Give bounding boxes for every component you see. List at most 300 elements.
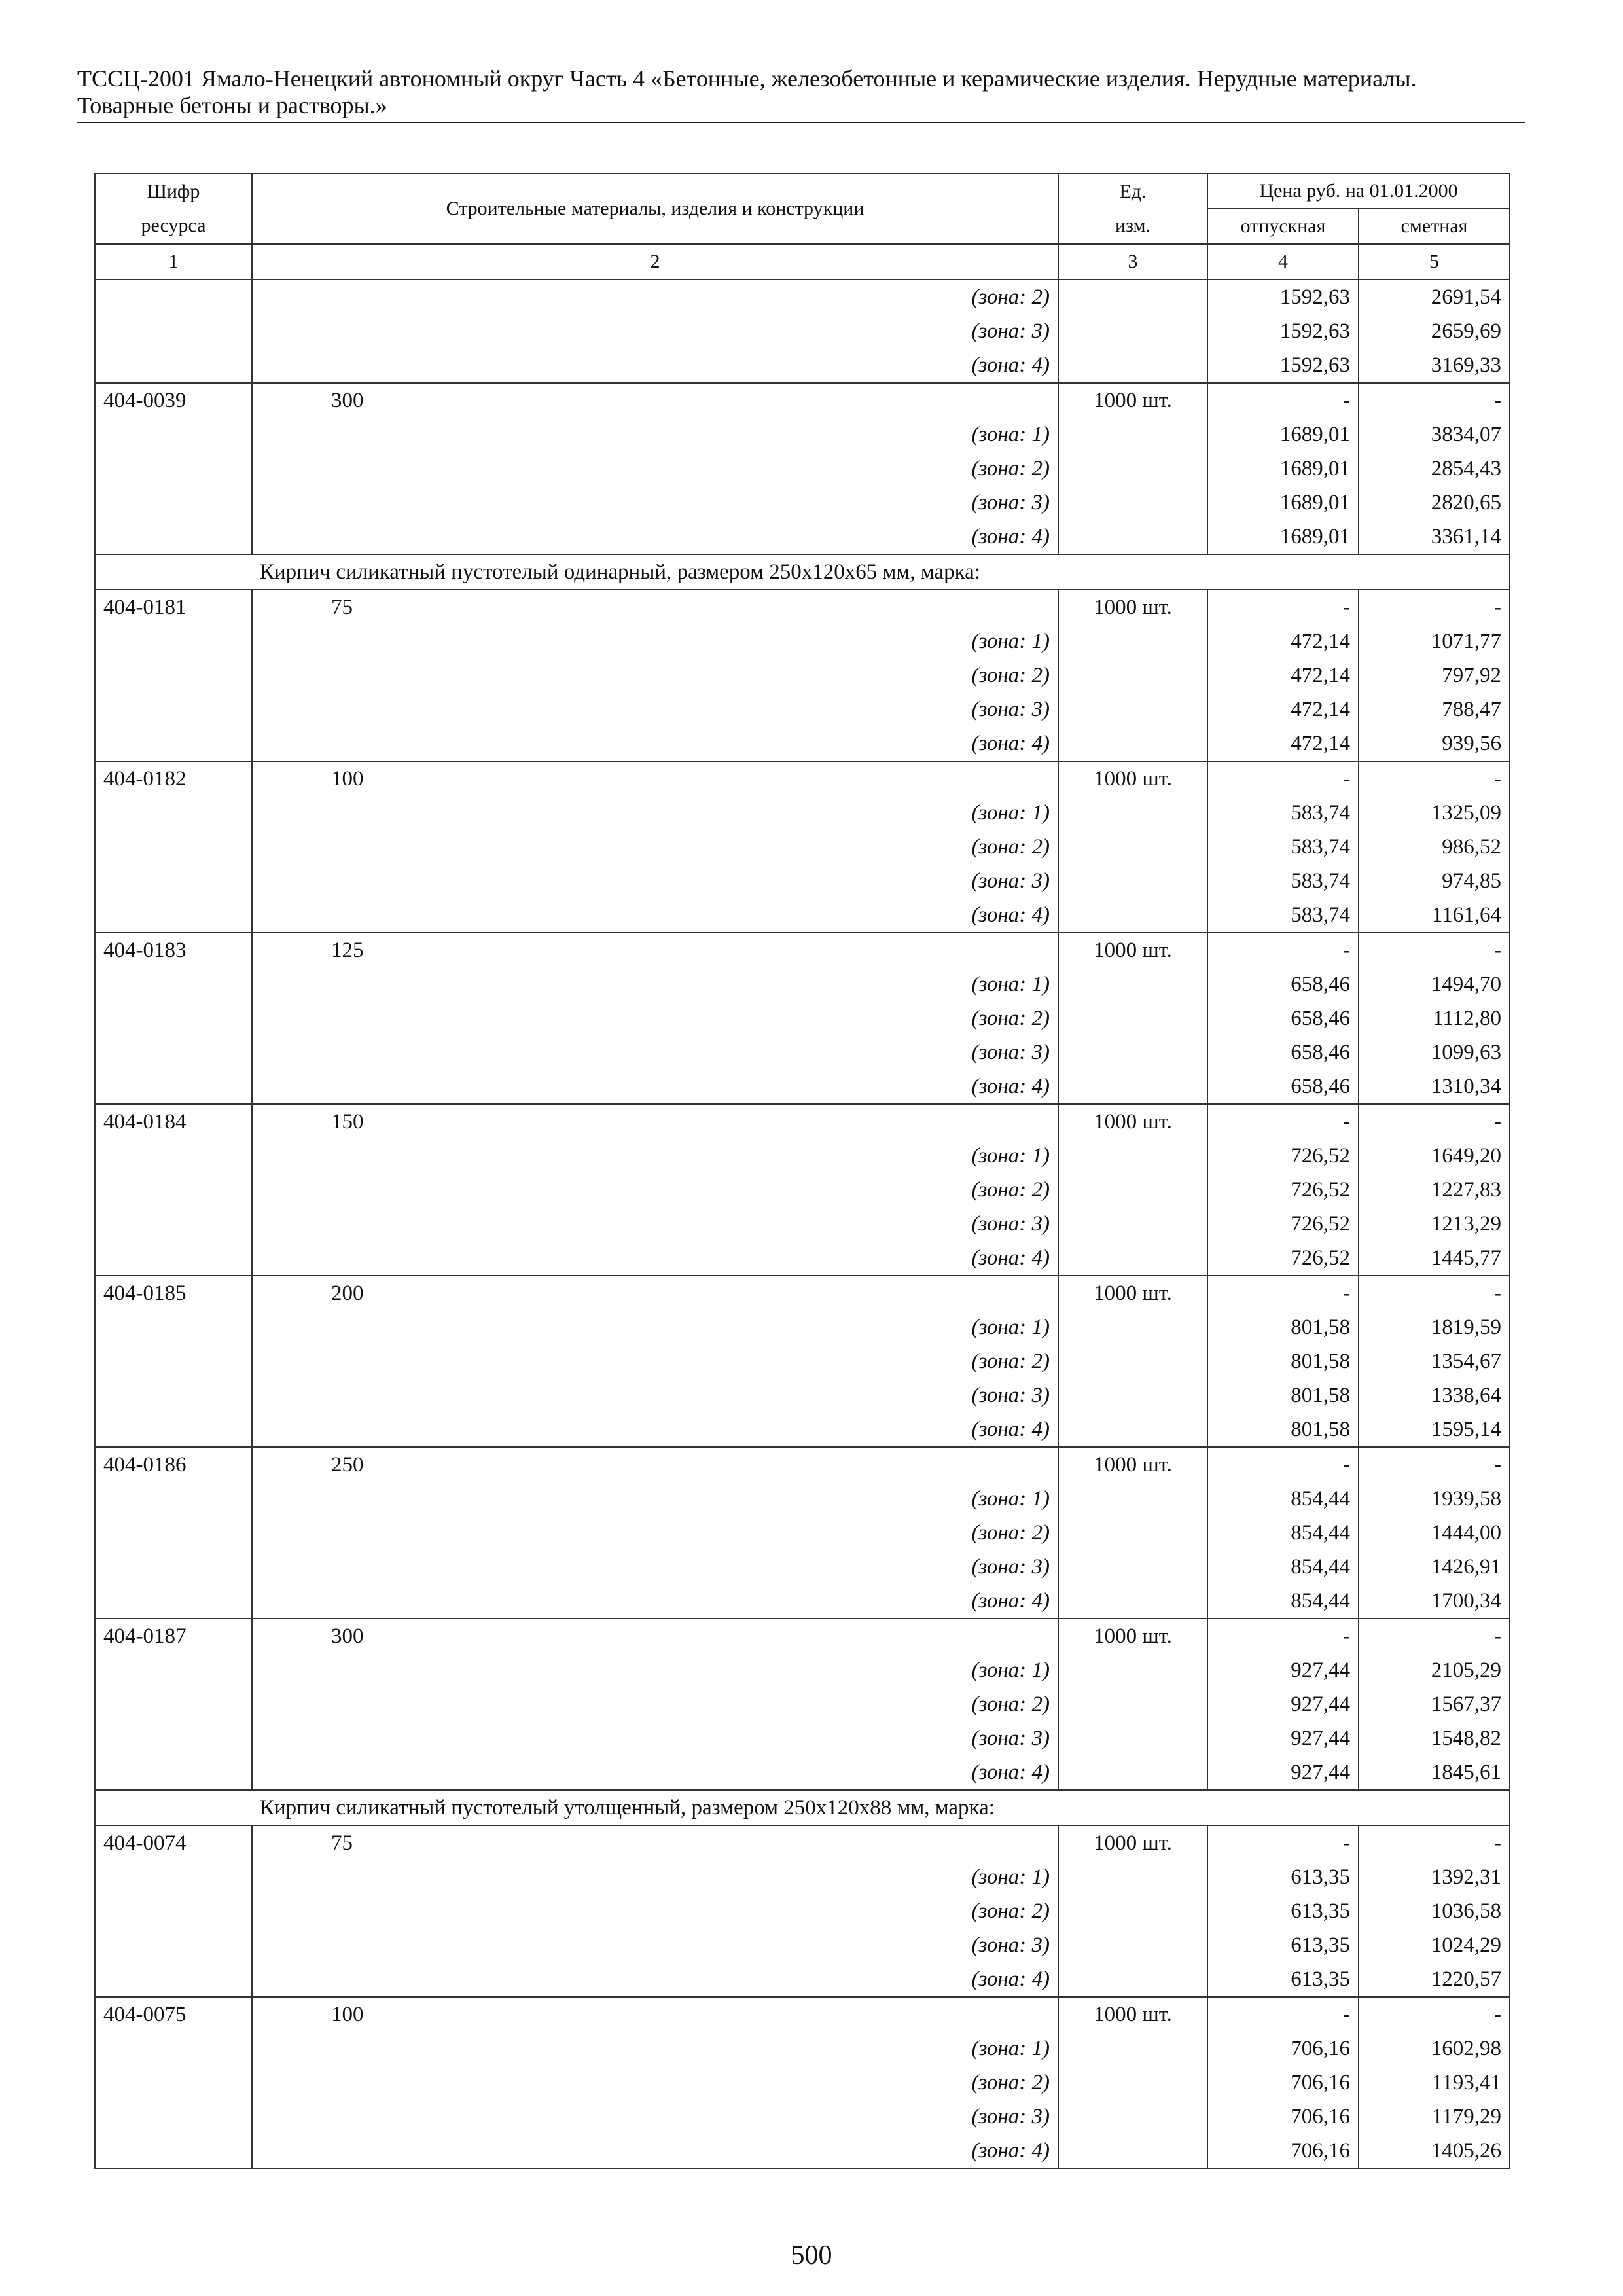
item-row <box>95 1104 1510 1139</box>
item-row <box>95 383 1510 418</box>
empty-cell <box>95 692 252 726</box>
zone-row <box>95 418 1510 452</box>
zone-row <box>95 1755 1510 1790</box>
zone-label: (зона: 1) <box>252 1482 1058 1516</box>
empty-cell <box>95 1207 252 1241</box>
empty-cell <box>95 726 252 761</box>
zone-label: (зона: 4) <box>252 1962 1058 1997</box>
zone-label: (зона: 3) <box>252 314 1058 348</box>
resource-code: 404-0075 <box>95 1997 252 2032</box>
zone-row <box>95 314 1510 348</box>
zone-release-price: 613,35 <box>1207 1962 1359 1997</box>
zone-estimate-price: 1036,58 <box>1359 1894 1510 1928</box>
empty-cell <box>95 314 252 348</box>
zone-label: (зона: 1) <box>252 1860 1058 1894</box>
empty-cell <box>1058 1550 1207 1584</box>
item-row <box>95 1619 1510 1653</box>
zone-estimate-price: 1112,80 <box>1359 1001 1510 1035</box>
zone-release-price: 658,46 <box>1207 967 1359 1001</box>
zone-row <box>95 658 1510 692</box>
zone-row <box>95 796 1510 830</box>
zone-row <box>95 1928 1510 1962</box>
zone-label: (зона: 2) <box>252 1516 1058 1550</box>
zone-release-price: 472,14 <box>1207 658 1359 692</box>
empty-cell <box>95 796 252 830</box>
zone-row <box>95 1516 1510 1550</box>
zone-label: (зона: 2) <box>252 279 1058 314</box>
empty-cell <box>95 658 252 692</box>
zone-row <box>95 1653 1510 1687</box>
empty-cell <box>1058 624 1207 658</box>
zone-row <box>95 1412 1510 1447</box>
estimate-price: - <box>1359 1104 1510 1139</box>
empty-cell <box>1058 1412 1207 1447</box>
empty-cell <box>1058 1310 1207 1344</box>
empty-cell <box>95 520 252 554</box>
zone-estimate-price: 2691,54 <box>1359 279 1510 314</box>
zone-label: (зона: 3) <box>252 1207 1058 1241</box>
item-mark: 150 <box>252 1104 1058 1139</box>
empty-cell <box>1058 1687 1207 1721</box>
column-number-row <box>95 244 1510 279</box>
resource-code: 404-0185 <box>95 1276 252 1310</box>
section-row <box>95 554 1510 590</box>
empty-cell <box>95 1687 252 1721</box>
release-price: - <box>1207 383 1359 418</box>
estimate-price: - <box>1359 383 1510 418</box>
item-mark: 75 <box>252 1825 1058 1860</box>
empty-cell <box>95 1962 252 1997</box>
zone-label: (зона: 4) <box>252 1069 1058 1104</box>
empty-cell <box>1058 1482 1207 1516</box>
zone-estimate-price: 3361,14 <box>1359 520 1510 554</box>
page-number: 500 <box>791 2240 832 2270</box>
zone-label: (зона: 4) <box>252 726 1058 761</box>
zone-row <box>95 1001 1510 1035</box>
empty-cell <box>1058 967 1207 1001</box>
item-unit: 1000 шт. <box>1058 1619 1207 1653</box>
zone-label: (зона: 3) <box>252 486 1058 520</box>
zone-label: (зона: 2) <box>252 1001 1058 1035</box>
empty-cell <box>1058 1894 1207 1928</box>
empty-cell <box>1058 1962 1207 1997</box>
col-header-estimate: сметная <box>1359 209 1510 244</box>
zone-release-price: 658,46 <box>1207 1035 1359 1069</box>
zone-release-price: 854,44 <box>1207 1516 1359 1550</box>
zone-row <box>95 1207 1510 1241</box>
zone-row <box>95 2032 1510 2066</box>
zone-release-price: 613,35 <box>1207 1860 1359 1894</box>
empty-cell <box>1058 486 1207 520</box>
zone-release-price: 1592,63 <box>1207 279 1359 314</box>
zone-label: (зона: 4) <box>252 348 1058 383</box>
empty-cell <box>1058 418 1207 452</box>
zone-release-price: 1689,01 <box>1207 418 1359 452</box>
item-row <box>95 1447 1510 1482</box>
zone-row <box>95 1962 1510 1997</box>
zone-label: (зона: 2) <box>252 452 1058 486</box>
zone-release-price: 706,16 <box>1207 2100 1359 2134</box>
col-header-price: Цена руб. на 01.01.2000 <box>1207 173 1510 209</box>
zone-release-price: 854,44 <box>1207 1550 1359 1584</box>
empty-cell <box>1058 830 1207 864</box>
resource-code: 404-0182 <box>95 761 252 796</box>
section-title: Кирпич силикатный пустотелый одинарный, размером 250х120х65 мм, марка: <box>95 554 1510 590</box>
empty-cell <box>1058 348 1207 383</box>
zone-estimate-price: 2820,65 <box>1359 486 1510 520</box>
zone-estimate-price: 1548,82 <box>1359 1721 1510 1755</box>
item-unit: 1000 шт. <box>1058 1276 1207 1310</box>
zone-release-price: 1592,63 <box>1207 348 1359 383</box>
zone-row <box>95 830 1510 864</box>
empty-cell <box>95 1139 252 1173</box>
empty-cell <box>95 1241 252 1276</box>
empty-cell <box>95 967 252 1001</box>
empty-cell <box>1058 692 1207 726</box>
item-mark: 100 <box>252 761 1058 796</box>
zone-row <box>95 1894 1510 1928</box>
zone-row <box>95 1378 1510 1412</box>
zone-estimate-price: 1405,26 <box>1359 2134 1510 2168</box>
zone-label: (зона: 3) <box>252 692 1058 726</box>
zone-label: (зона: 4) <box>252 1241 1058 1276</box>
zone-label: (зона: 2) <box>252 1687 1058 1721</box>
zone-label: (зона: 3) <box>252 864 1058 898</box>
item-mark: 300 <box>252 1619 1058 1653</box>
resource-code: 404-0184 <box>95 1104 252 1139</box>
zone-row <box>95 2066 1510 2100</box>
zone-estimate-price: 1161,64 <box>1359 898 1510 933</box>
empty-cell <box>1058 864 1207 898</box>
zone-estimate-price: 974,85 <box>1359 864 1510 898</box>
zone-release-price: 1592,63 <box>1207 314 1359 348</box>
zone-estimate-price: 1602,98 <box>1359 2032 1510 2066</box>
zone-release-price: 854,44 <box>1207 1584 1359 1619</box>
zone-label: (зона: 2) <box>252 658 1058 692</box>
zone-release-price: 801,58 <box>1207 1412 1359 1447</box>
item-unit: 1000 шт. <box>1058 933 1207 967</box>
empty-cell <box>95 2100 252 2134</box>
zone-estimate-price: 939,56 <box>1359 726 1510 761</box>
empty-cell <box>1058 898 1207 933</box>
zone-release-price: 801,58 <box>1207 1310 1359 1344</box>
zone-release-price: 706,16 <box>1207 2066 1359 2100</box>
zone-release-price: 1689,01 <box>1207 452 1359 486</box>
empty-cell <box>95 1378 252 1412</box>
zone-release-price: 658,46 <box>1207 1069 1359 1104</box>
zone-row <box>95 1687 1510 1721</box>
empty-cell <box>95 1173 252 1207</box>
release-price: - <box>1207 761 1359 796</box>
zone-release-price: 583,74 <box>1207 898 1359 933</box>
zone-row <box>95 279 1510 314</box>
zone-release-price: 927,44 <box>1207 1687 1359 1721</box>
zone-release-price: 658,46 <box>1207 1001 1359 1035</box>
zone-estimate-price: 1939,58 <box>1359 1482 1510 1516</box>
zone-estimate-price: 1099,63 <box>1359 1035 1510 1069</box>
empty-cell <box>1058 279 1207 314</box>
zone-label: (зона: 4) <box>252 2134 1058 2168</box>
resource-code: 404-0183 <box>95 933 252 967</box>
release-price: - <box>1207 933 1359 967</box>
zone-label: (зона: 1) <box>252 1139 1058 1173</box>
empty-cell <box>95 452 252 486</box>
zone-row <box>95 624 1510 658</box>
release-price: - <box>1207 1447 1359 1482</box>
zone-release-price: 726,52 <box>1207 1173 1359 1207</box>
zone-estimate-price: 1426,91 <box>1359 1550 1510 1584</box>
empty-cell <box>95 1653 252 1687</box>
zone-label: (зона: 3) <box>252 1721 1058 1755</box>
zone-release-price: 472,14 <box>1207 726 1359 761</box>
zone-estimate-price: 1567,37 <box>1359 1687 1510 1721</box>
zone-estimate-price: 788,47 <box>1359 692 1510 726</box>
zone-release-price: 726,52 <box>1207 1139 1359 1173</box>
empty-cell <box>95 1584 252 1619</box>
zone-release-price: 854,44 <box>1207 1482 1359 1516</box>
release-price: - <box>1207 1619 1359 1653</box>
zone-label: (зона: 3) <box>252 1928 1058 1962</box>
empty-cell <box>95 1550 252 1584</box>
zone-estimate-price: 986,52 <box>1359 830 1510 864</box>
empty-cell <box>95 2032 252 2066</box>
zone-estimate-price: 1213,29 <box>1359 1207 1510 1241</box>
zone-estimate-price: 2854,43 <box>1359 452 1510 486</box>
empty-cell <box>95 348 252 383</box>
zone-row <box>95 1550 1510 1584</box>
empty-cell <box>95 1344 252 1378</box>
zone-row <box>95 898 1510 933</box>
item-row <box>95 1825 1510 1860</box>
zone-estimate-price: 1220,57 <box>1359 1962 1510 1997</box>
col-header-code: Шифр ресурса <box>95 173 252 244</box>
empty-cell <box>95 2134 252 2168</box>
zone-release-price: 583,74 <box>1207 796 1359 830</box>
zone-row <box>95 520 1510 554</box>
col-header-name: Строительные материалы, изделия и конструкции <box>252 173 1058 244</box>
empty-cell <box>95 1894 252 1928</box>
zone-release-price: 927,44 <box>1207 1653 1359 1687</box>
zone-label: (зона: 2) <box>252 1344 1058 1378</box>
zone-label: (зона: 4) <box>252 520 1058 554</box>
col-number: 3 <box>1058 244 1207 279</box>
empty-cell <box>1058 796 1207 830</box>
zone-label: (зона: 1) <box>252 418 1058 452</box>
zone-row <box>95 692 1510 726</box>
header-line-2: Товарные бетоны и растворы.» <box>77 92 387 118</box>
zone-estimate-price: 1193,41 <box>1359 2066 1510 2100</box>
zone-release-price: 1689,01 <box>1207 520 1359 554</box>
empty-cell <box>95 864 252 898</box>
zone-row <box>95 1584 1510 1619</box>
zone-estimate-price: 1179,29 <box>1359 2100 1510 2134</box>
zone-release-price: 801,58 <box>1207 1344 1359 1378</box>
empty-cell <box>95 1860 252 1894</box>
zone-row <box>95 967 1510 1001</box>
col-number: 4 <box>1207 244 1359 279</box>
empty-cell <box>1058 2066 1207 2100</box>
zone-label: (зона: 4) <box>252 1584 1058 1619</box>
zone-release-price: 472,14 <box>1207 624 1359 658</box>
zone-estimate-price: 1354,67 <box>1359 1344 1510 1378</box>
empty-cell <box>95 1516 252 1550</box>
empty-cell <box>1058 1001 1207 1035</box>
section-row <box>95 1790 1510 1825</box>
zone-row <box>95 1241 1510 1276</box>
empty-cell <box>95 1001 252 1035</box>
zone-label: (зона: 1) <box>252 796 1058 830</box>
zone-estimate-price: 1649,20 <box>1359 1139 1510 1173</box>
empty-cell <box>1058 520 1207 554</box>
zone-estimate-price: 1310,34 <box>1359 1069 1510 1104</box>
empty-cell <box>1058 314 1207 348</box>
empty-cell <box>95 898 252 933</box>
empty-cell <box>1058 1207 1207 1241</box>
zone-row <box>95 1482 1510 1516</box>
item-mark: 75 <box>252 590 1058 624</box>
empty-cell <box>1058 658 1207 692</box>
zone-label: (зона: 1) <box>252 2032 1058 2066</box>
release-price: - <box>1207 1276 1359 1310</box>
estimate-price: - <box>1359 933 1510 967</box>
zone-release-price: 613,35 <box>1207 1894 1359 1928</box>
zone-release-price: 472,14 <box>1207 692 1359 726</box>
zone-label: (зона: 2) <box>252 2066 1058 2100</box>
zone-label: (зона: 1) <box>252 1310 1058 1344</box>
zone-label: (зона: 1) <box>252 1653 1058 1687</box>
empty-cell <box>1058 1139 1207 1173</box>
zone-estimate-price: 1024,29 <box>1359 1928 1510 1962</box>
zone-release-price: 801,58 <box>1207 1378 1359 1412</box>
zone-label: (зона: 3) <box>252 1035 1058 1069</box>
zone-row <box>95 2100 1510 2134</box>
item-mark: 250 <box>252 1447 1058 1482</box>
release-price: - <box>1207 1825 1359 1860</box>
empty-cell <box>95 279 252 314</box>
zone-label: (зона: 2) <box>252 830 1058 864</box>
zone-row <box>95 726 1510 761</box>
empty-cell <box>1058 2032 1207 2066</box>
empty-cell <box>95 830 252 864</box>
zone-estimate-price: 1494,70 <box>1359 967 1510 1001</box>
zone-estimate-price: 1819,59 <box>1359 1310 1510 1344</box>
zone-row <box>95 1344 1510 1378</box>
empty-cell <box>1058 1860 1207 1894</box>
item-row <box>95 933 1510 967</box>
zone-estimate-price: 1392,31 <box>1359 1860 1510 1894</box>
zone-release-price: 583,74 <box>1207 864 1359 898</box>
empty-cell <box>1058 452 1207 486</box>
empty-cell <box>1058 2134 1207 2168</box>
item-unit: 1000 шт. <box>1058 1447 1207 1482</box>
estimate-price: - <box>1359 1619 1510 1653</box>
estimate-price: - <box>1359 1997 1510 2032</box>
empty-cell <box>95 1721 252 1755</box>
zone-row <box>95 486 1510 520</box>
item-row <box>95 1276 1510 1310</box>
estimate-price: - <box>1359 1276 1510 1310</box>
zone-release-price: 927,44 <box>1207 1721 1359 1755</box>
empty-cell <box>95 1310 252 1344</box>
col-header-unit: Ед. изм. <box>1058 173 1207 244</box>
zone-estimate-price: 2105,29 <box>1359 1653 1510 1687</box>
zone-release-price: 706,16 <box>1207 2032 1359 2066</box>
price-table-body <box>95 279 1510 2168</box>
item-unit: 1000 шт. <box>1058 761 1207 796</box>
empty-cell <box>1058 1584 1207 1619</box>
zone-estimate-price: 1445,77 <box>1359 1241 1510 1276</box>
zone-estimate-price: 1227,83 <box>1359 1173 1510 1207</box>
item-row <box>95 1997 1510 2032</box>
zone-estimate-price: 1700,34 <box>1359 1584 1510 1619</box>
zone-row <box>95 1721 1510 1755</box>
empty-cell <box>1058 1721 1207 1755</box>
estimate-price: - <box>1359 761 1510 796</box>
empty-cell <box>95 624 252 658</box>
estimate-price: - <box>1359 1447 1510 1482</box>
zone-label: (зона: 4) <box>252 1755 1058 1790</box>
col-number: 1 <box>95 244 252 279</box>
empty-cell <box>1058 1069 1207 1104</box>
resource-code: 404-0187 <box>95 1619 252 1653</box>
zone-estimate-price: 1325,09 <box>1359 796 1510 830</box>
empty-cell <box>95 1482 252 1516</box>
empty-cell <box>95 1928 252 1962</box>
zone-row <box>95 1035 1510 1069</box>
zone-release-price: 726,52 <box>1207 1207 1359 1241</box>
release-price: - <box>1207 590 1359 624</box>
zone-row <box>95 2134 1510 2168</box>
zone-row <box>95 1310 1510 1344</box>
zone-row <box>95 1139 1510 1173</box>
zone-row <box>95 1069 1510 1104</box>
zone-label: (зона: 2) <box>252 1173 1058 1207</box>
section-title: Кирпич силикатный пустотелый утолщенный, размером 250х120х88 мм, марка: <box>95 1790 1510 1825</box>
resource-code: 404-0039 <box>95 383 252 418</box>
empty-cell <box>1058 1755 1207 1790</box>
zone-estimate-price: 1071,77 <box>1359 624 1510 658</box>
empty-cell <box>1058 1378 1207 1412</box>
zone-row <box>95 1860 1510 1894</box>
item-unit: 1000 шт. <box>1058 383 1207 418</box>
release-price: - <box>1207 1997 1359 2032</box>
zone-row <box>95 864 1510 898</box>
zone-label: (зона: 4) <box>252 1412 1058 1447</box>
zone-label: (зона: 3) <box>252 2100 1058 2134</box>
zone-estimate-price: 2659,69 <box>1359 314 1510 348</box>
empty-cell <box>1058 1173 1207 1207</box>
zone-label: (зона: 1) <box>252 624 1058 658</box>
zone-release-price: 927,44 <box>1207 1755 1359 1790</box>
resource-code: 404-0074 <box>95 1825 252 1860</box>
zone-estimate-price: 3169,33 <box>1359 348 1510 383</box>
document-header <box>77 65 1524 119</box>
zone-estimate-price: 1338,64 <box>1359 1378 1510 1412</box>
item-row <box>95 590 1510 624</box>
zone-label: (зона: 1) <box>252 967 1058 1001</box>
zone-estimate-price: 1595,14 <box>1359 1412 1510 1447</box>
empty-cell <box>95 1412 252 1447</box>
col-number: 5 <box>1359 244 1510 279</box>
zone-label: (зона: 3) <box>252 1378 1058 1412</box>
item-unit: 1000 шт. <box>1058 1104 1207 1139</box>
empty-cell <box>1058 1516 1207 1550</box>
zone-estimate-price: 1845,61 <box>1359 1755 1510 1790</box>
release-price: - <box>1207 1104 1359 1139</box>
col-number: 2 <box>252 244 1058 279</box>
estimate-price: - <box>1359 1825 1510 1860</box>
item-unit: 1000 шт. <box>1058 1825 1207 1860</box>
